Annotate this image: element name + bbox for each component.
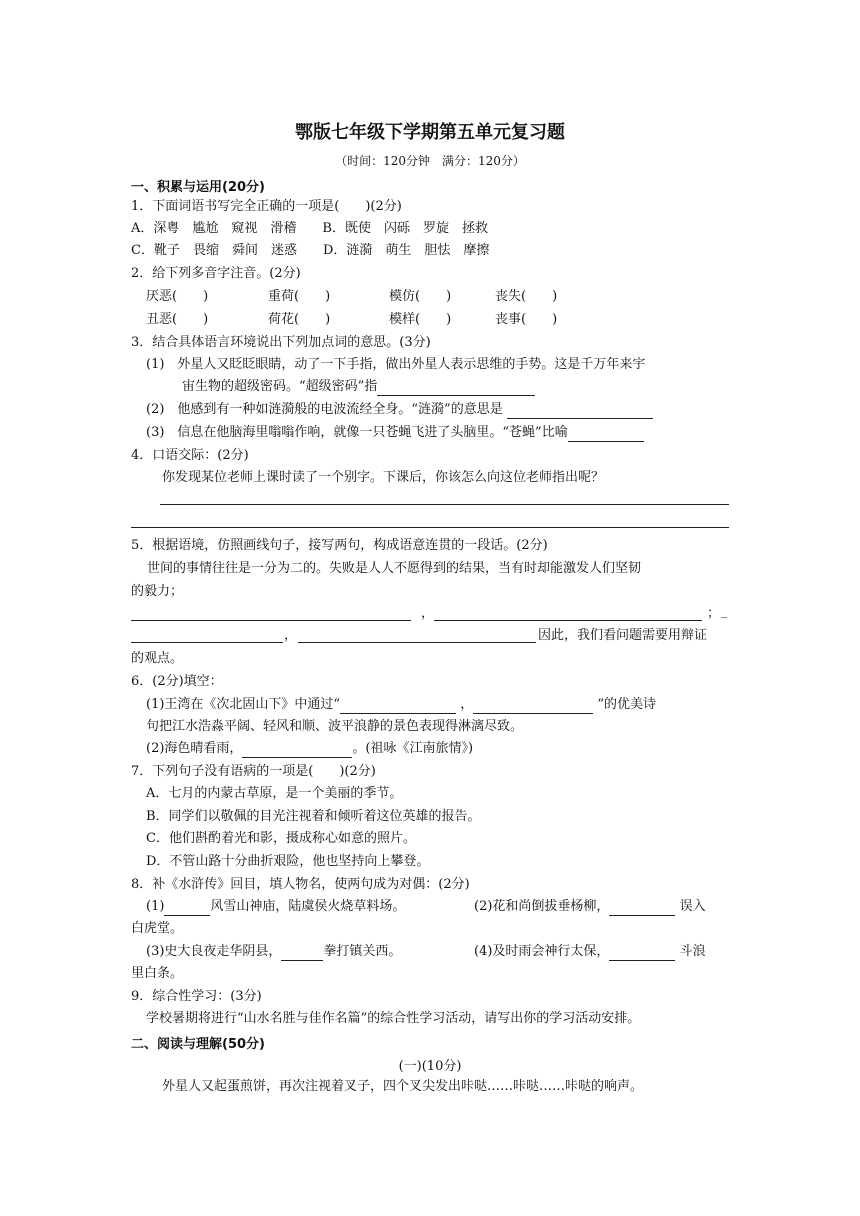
answer-blank[interactable] xyxy=(242,743,352,758)
question-7-stem: 7．下列句子没有语病的一项是( )(2分) xyxy=(131,764,376,779)
comma: ， xyxy=(284,628,298,643)
question-6-line-3: (2)海色晴看雨， 。(祖咏《江南旅情》) xyxy=(146,741,474,756)
reading-part-heading: (一)(10分) xyxy=(398,1059,462,1074)
answer-blank[interactable] xyxy=(473,699,593,714)
pinyin-item: 模仿( ) xyxy=(389,289,452,304)
comma: ， xyxy=(421,606,435,621)
answer-blank[interactable] xyxy=(340,699,456,714)
question-1-options-ab: A．深粤 尴尬 窥视 滑稽 B．既使 闪砾 罗旋 拯救 xyxy=(131,221,488,236)
question-8-item-2-cont: 白虎堂。 xyxy=(131,921,184,936)
question-5-passage: 世间的事情往往是一分为二的。失败是人人不愿得到的结果，当有时却能激发人们坚韧 xyxy=(147,561,642,576)
question-1-options-cd: C．靴子 畏缩 舜间 迷惑 D．涟漪 萌生 胆怯 摩擦 xyxy=(131,243,490,258)
pinyin-item: 丧失( ) xyxy=(495,289,558,304)
section-heading-2: 二、阅读与理解(50分) xyxy=(131,1037,265,1052)
question-6-line-2: 句把江水浩淼平阔、轻风和顺、波平浪静的景色表现得淋漓尽致。 xyxy=(146,719,524,734)
answer-blank[interactable] xyxy=(609,946,675,961)
answer-line[interactable] xyxy=(131,620,411,621)
answer-line[interactable] xyxy=(131,527,729,528)
answer-line[interactable] xyxy=(160,504,729,505)
question-6-line-1: (1)王湾在《次北固山下》中通过“ ， ”的优美诗 xyxy=(146,697,657,712)
underscore-mark: _ xyxy=(721,604,728,619)
question-5-stem: 5．根据语境，仿照画线句子，接写两句，构成语意连贯的一段话。(2分) xyxy=(131,538,548,553)
answer-blank[interactable] xyxy=(609,901,675,916)
question-8-item-1: (1) 风雪山神庙，陆虞侯火烧草料场。 xyxy=(146,899,406,914)
answer-line[interactable] xyxy=(434,620,702,621)
pinyin-item: 重荷( ) xyxy=(268,289,331,304)
question-8-stem: 8．补《水浒传》回目，填人物名，使两句成为对偶：(2分) xyxy=(131,877,470,892)
pinyin-item: 荷花( ) xyxy=(268,312,331,327)
answer-blank[interactable] xyxy=(377,381,535,396)
answer-line[interactable] xyxy=(131,642,283,643)
semicolon: ； xyxy=(707,606,721,621)
option-b: B．同学们以敬佩的目光注视着和倾听着这位英雄的报告。 xyxy=(146,809,481,824)
pinyin-item: 厌恶( ) xyxy=(146,289,209,304)
question-3-stem: 3．结合具体语言环境说出下列加点词的意思。(3分) xyxy=(131,335,431,350)
question-4-stem: 4．口语交际：(2分) xyxy=(131,448,249,463)
section-heading-1: 一、积累与运用(20分) xyxy=(131,180,265,195)
option-a: A．七月的内蒙古草原，是一个美丽的季节。 xyxy=(146,786,403,801)
answer-blank[interactable] xyxy=(164,901,210,916)
question-8-item-4: (4)及时雨会神行太保， 斗浪 xyxy=(474,944,706,959)
question-9-prompt: 学校暑期将进行“山水名胜与佳作名篇”的综合性学习活动，请写出你的学习活动安排。 xyxy=(146,1011,641,1026)
option-d: D．不管山路十分曲折艰险，他也坚持向上攀登。 xyxy=(146,854,430,869)
pinyin-item: 丑恶( ) xyxy=(146,312,209,327)
page-title: 鄂版七年级下学期第五单元复习题 xyxy=(295,122,565,143)
question-8-item-3: (3)史大良夜走华阴县， 拳打镇关西。 xyxy=(146,944,402,959)
question-3-item-1-cont: 宙生物的超级密码。“超级密码”指 xyxy=(182,378,535,396)
question-5-end: 的观点。 xyxy=(131,651,184,666)
pinyin-item: 模样( ) xyxy=(389,312,452,327)
pinyin-item: 丧事( ) xyxy=(495,312,558,327)
question-5-passage-cont: 的毅力； xyxy=(131,584,184,599)
answer-blank[interactable] xyxy=(568,427,644,442)
question-4-prompt: 你发现某位老师上课时读了一个别字。下课后，你该怎么向这位老师指出呢？ xyxy=(162,470,605,485)
question-3-item-1: (1) 外星人又眨眨眼睛，动了一下手指，做出外星人表示思维的手势。这是千万年来宇 xyxy=(146,357,646,372)
question-3-item-3: (3) 信息在他脑海里嗡嗡作响，就像一只苍蝇飞进了头脑里。“苍蝇”比喻 xyxy=(146,424,644,442)
question-8-item-2: (2)花和尚倒拔垂杨柳， 误入 xyxy=(474,899,706,914)
question-6-stem: 6．(2分)填空： xyxy=(131,674,223,689)
question-9-stem: 9．综合性学习：(3分) xyxy=(131,989,262,1004)
question-8-item-4-cont: 里白条。 xyxy=(131,966,184,981)
answer-blank[interactable] xyxy=(281,946,323,961)
question-1-stem: 1．下面词语书写完全正确的一项是( )(2分) xyxy=(131,199,402,214)
question-3-item-2: (2) 他感到有一种如涟漪般的电波流经全身。“涟漪”的意思是 xyxy=(146,401,653,419)
exam-info: （时间：120分钟 满分：120分） xyxy=(335,154,525,168)
question-5-conclusion: 因此，我们看问题需要用辩证 xyxy=(538,628,708,643)
option-c: C．他们斟酌着光和影，摄成称心如意的照片。 xyxy=(146,831,416,846)
reading-passage: 外星人又起蛋煎饼，再次注视着叉子，四个叉尖发出咔哒……咔哒……咔哒的响声。 xyxy=(162,1079,644,1094)
answer-blank[interactable] xyxy=(507,404,653,419)
answer-line[interactable] xyxy=(298,642,536,643)
question-2-stem: 2．给下列多音字注音。(2分) xyxy=(131,266,301,281)
